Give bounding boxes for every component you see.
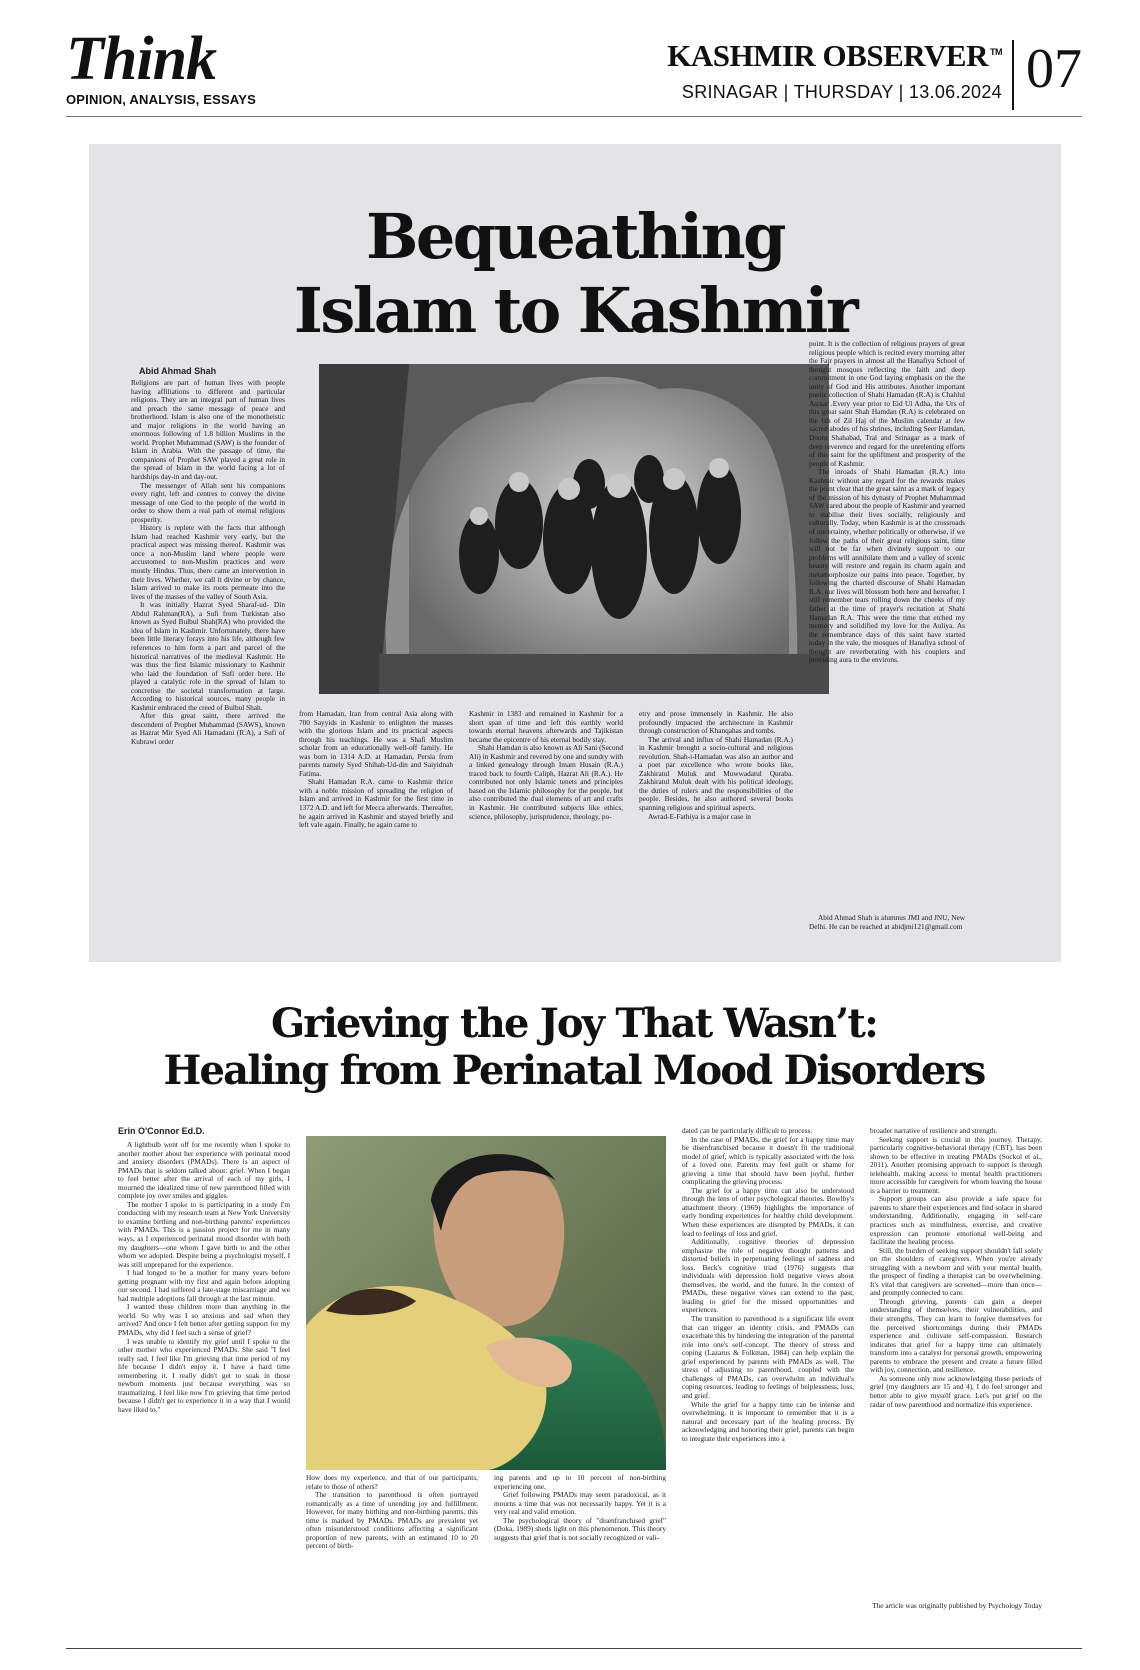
newspaper-name bbox=[667, 38, 1002, 74]
section-title: Think bbox=[66, 25, 217, 93]
article2-paragraph: ing parents and up to 10 percent of non-birthing experiencing one. bbox=[494, 1474, 666, 1491]
article1-bio-text: Abid Ahmad Shah is alumnus JMI and JNU, New Delhi. He can be reached at abidjmi121@gmail.com bbox=[809, 914, 965, 931]
article-bequeathing-islam bbox=[89, 144, 1061, 962]
article1-photo-graphic bbox=[319, 364, 829, 694]
article2-column-1 bbox=[118, 1141, 290, 1627]
article2-paragraph: The grief for a happy time can also be understood through the lens of other psychological theories. Bowlby's attachment theory (1969) highlights the importance of early bonding experiences for healthy child development. When these experiences are disrupted by PMADs, it can lead to feelings of loss and grief. bbox=[682, 1185, 854, 1238]
article2-paragraph: The transition to parenthood is a significant life event that can trigger an identity crisis, and PMADs can exacerbate this by hindering the integration of the parental role into one's self-concept. The theory of stress and coping (Lazarus & Folkman, 1984) can help explain the grief experienced by parents with PMADs as well. The stress of adjusting to parenthood, coupled with the challenges of PMADs, can overwhelm an individual's coping resources, leading to feelings of helplessness, loss, and grief. bbox=[682, 1314, 854, 1400]
article1-column-5 bbox=[809, 340, 965, 918]
article2-paragraph: broader narrative of resilience and strength. bbox=[870, 1127, 998, 1135]
article2-headline-line1: Grieving the Joy That Wasn’t: bbox=[270, 1000, 878, 1047]
article1-paragraph: It was initially Hazrat Syed Sharaf-ud- Din Abdul Rahman(RA), a Sufi from Turkistan also known as Syed Bulbul Shah(RA) who provided the idea of Islam in Kashmir. Unfortunately, there have been little literary forays into his life, although few references to him form a part and parcel of the historical narratives of the medieval Kashmir. He was thus the first Islamic missionary to Kashmir who laid the foundation of Sufi order here. He played a catalytic role in the spread of Islam to concretise the societal transformation at large. According to historical sources, many people in Kashmir embraced the creed of Bulbul Shah. bbox=[131, 600, 285, 712]
article2-paragraph: Grief following PMADs may seem paradoxical, as it mourns a time that was not necessarily happy. Yet it is a very real and valid emotion. bbox=[494, 1490, 666, 1517]
article2-photo-graphic bbox=[306, 1136, 666, 1470]
newspaper-name-text: KASHMIR OBSERVER bbox=[667, 38, 988, 73]
article2-paragraph: The mother I spoke to is participating in a study I'm conducting with my research team at New York University to examine birthing and non-birthing parents' experiences with PMADs. This is a passion project for me in many ways, as I experienced perinatal mood disorder with both my daughters—one whom I gave birth to and the other whom we adopted. Despite being a psychologist myself, I was still unprepared for the experience. bbox=[118, 1199, 290, 1269]
article2-paragraph: Support groups can also provide a safe space for parents to share their experiences and find solace in shared understanding. Additionally, engaging in self-care practices such as mindfulness, exercise, and creative expression can promote emotional well-being and facilitate the healing process. bbox=[870, 1194, 1042, 1247]
article1-paragraph: etry and prose immensely in Kashmir. He also profoundly impacted the architecture in Kashmir through construction of Khanqahas and tombs. bbox=[639, 710, 793, 736]
article1-headline-line1: Bequeathing bbox=[365, 200, 785, 273]
section-subtitle: OPINION, ANALYSIS, ESSAYS bbox=[66, 92, 256, 107]
article2-paragraph: Additionally, cognitive theories of depression emphasize the role of negative thought patterns and distorted beliefs in perpetuating feelings of sadness and loss. Beck's cognitive triad (1976) suggests that individuals with depression hold negative views about themselves, the world, and the future. In the context of PMADs, these negative views can extend to the past, leading to grief for the missed opportunities and experiences. bbox=[682, 1237, 854, 1315]
page-number: 07 bbox=[1026, 38, 1082, 100]
article2-paragraph: dated can be particularly difficult to process. bbox=[682, 1127, 813, 1135]
article1-byline: Abid Ahmad Shah bbox=[139, 366, 217, 376]
article2-credit bbox=[870, 1602, 1042, 1626]
article2-paragraph: The psychological theory of "disenfranchised grief" (Doka, 1989) sheds light on this phenomenon. This theory suggests that grief that is not socially recognized or vali- bbox=[494, 1515, 666, 1542]
article2-headline bbox=[66, 1000, 1082, 1094]
article2-column-5 bbox=[870, 1127, 1042, 1597]
article1-paragraph: History is replete with the facts that although Islam had reached Kashmir very early, but the practical aspect was missing thereof. Kashmir was once a non-Muslim land where people were accustomed to non-Muslim practices and were mostly Hindus. Thus, there came an intervention in their lives. Whether, we call it divine or by chance, Islam arrived to make its roots permeate into the lives of the masses of the valley of South Asia. bbox=[131, 523, 285, 601]
article2-paragraph: I was unable to identify my grief until I spoke to the other mother who experienced PMADs. She said "I feel really sad. I feel like I'm grieving that time period of my life because I didn't enjoy it. I have a hard time remembering it. I really didn't get to soak in those newborn moments just because everything was so traumatizing. I feel like now I'm grieving that time period because I didn't get to experience it in a way that I would have liked to." bbox=[118, 1336, 290, 1414]
article2-paragraph: While the grief for a happy time can be intense and overwhelming, it is important to remember that it is a natural and necessary part of the healing process. By acknowledging and honoring their grief, parents can begin to integrate their experiences into a bbox=[682, 1399, 854, 1443]
article2-column-2 bbox=[306, 1474, 478, 1624]
article1-paragraph: The inroads of Shahi Hamadan (R.A.) into Kashmir without any regard for the rewards makes the point clear that the great saint as a mark of legacy of the mission of his dynasty of Prophet Muhammad SAW cared about the people of Kashmir and yearned to stabilise their lives socially, religiously and culturally. Today, when Kashmir is at the crossroads of uncertainty, whether politically or otherwise, if we follow the paths of their great religious saint, time will not be far when divinely support to our problems will annihilate them and a valley of scenic beauty will restore and regain its charm again and metamorphosize our pains into peace. Together, by following the charted discourse of Shahi Hamadan R.A. our lives will blossom both here and hereafter. I still remember tears rolling down the cheeks of my father at the time of prayer's recitation at Shahi Hamadan R.A. This were the time that etched my memory and solidified my love for the Auliya. As the remembrance days of this saint have started today in the vale, the mosques of Hanafiya school of thought are reverberating with his couplets and providing aura to the environs. bbox=[809, 467, 965, 665]
article1-column-2 bbox=[299, 710, 453, 862]
article2-paragraph: Seeking support is crucial in this journey. Therapy, particularly cognitive-behavioral therapy (CBT), has been shown to be effective in treating PMADs (Sockol et al., 2011). Another promising approach to support is through telehealth, making access to mental health practitioners more accessible for caregivers for whom leaving the house is a barrier to treatment. bbox=[870, 1134, 1042, 1195]
article2-paragraph: In the case of PMADs, the grief for a happy time may be disenfranchised because it doesn't fit the traditional model of grief, which is typically associated with the loss of a loved one. Parents may feel guilt or shame for grieving a time that should have been joyful, further complicating the grieving process. bbox=[682, 1134, 854, 1187]
article1-paragraph: Awrad-E-Fathiya is a major case in bbox=[648, 811, 751, 821]
article1-paragraph: Religions are part of human lives with people having affiliations to different and particular religions. They are an integral part of human lives and preach the same message of peace and brotherhood. Islam is also one of the monotheistic and major religions in the world having an enormous following of 1.8 billion Muslims in the world. Prophet Muhammad (SAW) is the founder of Islam in Arabia. With the passage of time, the companions of Prophet SAW played a great role in the spread of Islam in the world facing a lot of hardships day-in and day-out. bbox=[131, 379, 285, 482]
article1-column-3 bbox=[469, 710, 623, 862]
article2-paragraph: I wanted these children more than anything in the world. So why was I so anxious and sad when they arrived? And once I felt better after getting support for my PMADs, why did I feel such a sense of grief? bbox=[118, 1302, 290, 1338]
masthead bbox=[66, 24, 1082, 116]
article1-paragraph: from Hamadan, Iran from central Asia along with 700 Sayyids in Kashmir to enlighten the masses with the glorious Islam and its practical aspects through his teachings. He was a Shafi Muslim scholar from an educationally well-off family. He was born in 1314 A.D. at Hamadan, Persia from parents namely Syed Shihab-Ud-din and Saiyidnah Fatima. bbox=[299, 710, 453, 778]
article2-paragraph: Through grieving, parents can gain a deeper understanding of themselves, their vulnerabilities, and their strengths. They can learn to forgive themselves for the perceived shortcomings during their PMADs experience and cultivate self-compassion. Research indicates that grief for a happy time can ultimately transform into a catalyst for personal growth, empowering parents to embrace the present and create a future filled with joy, connection, and resilience. bbox=[870, 1296, 1042, 1375]
article2-credit-text: The article was originally published by Psychology Today bbox=[872, 1602, 1042, 1610]
article1-author-bio bbox=[809, 914, 965, 954]
article1-paragraph: Shahi Hamdan is also known as Ali Sani (Second Ali) in Kashmir and revered by one and sundry with a linked genealogy through Imam Husain (R.A.) traced back to fourth Caliph, Hazrat Ali (R.A.). He contributed not only Islamic tenets and principles based on the Islamic philosophy for the people, but also contributed the dual elements of art and crafts in Kashmir. He contributed subjects like ethics, science, philosophy, jurisprudence, theology, po- bbox=[469, 743, 623, 821]
article2-column-4 bbox=[682, 1127, 854, 1624]
article1-paragraph: After this great saint, there arrived the descendent of Prophet Muhammad (SAWS), known as Hazrat Mir Syed Ali Hamadani (R.A), a Sufi of Kubrawi order bbox=[131, 711, 285, 746]
women-praying-through-carved-window-photo bbox=[319, 364, 829, 694]
article2-headline-line2: Healing from Perinatal Mood Disorders bbox=[163, 1047, 985, 1094]
article1-paragraph: point. It is the collection of religious prayers of great religious people which is recited every morning after the Fajr prayers in almost all the Hanafiya School of thought mosques reflecting the faith and deep commitment in one God laying emphasis on the the unity of God and His attributes. Another important poetic collection of Shahi Hamadan (R.A) is Chahlul Asraar .Every year prior to Eid Ul Adha, the Urs of this great saint Shah Hamdan (R.A) is celebrated on the 6th of Zil Haj of the Muslim calendar at few sacred abodes of his shrines, including Seer Hamdan, Dooru Shahabad, Tral and Srinagar as a mark of deep reverence and regard for the unrelenting efforts of this saint for the upliftment and prosperity of the people of Kashmir. bbox=[809, 340, 965, 468]
article2-byline: Erin O'Connor Ed.D. bbox=[118, 1126, 205, 1136]
article2-paragraph: I had longed to be a mother for many years before getting pregnant with my first and again before adopting our second. I had suffered a late-stage miscarriage and we had multiple adoptions fall through at the last minute. bbox=[118, 1268, 290, 1303]
article1-paragraph: The messenger of Allah sent his companions every right, left and centres to convey the divine message of one God to the people of the world in order to show them a real path of eternal religious prosperity. bbox=[131, 480, 285, 524]
article1-headline-line2: Islam to Kashmir bbox=[293, 274, 857, 347]
trademark-mark: TM bbox=[990, 46, 1002, 57]
article1-column-1 bbox=[131, 379, 285, 959]
article2-paragraph: As someone only now acknowledging these periods of grief (my daughters are 15 and 4), I do feel stronger and better able to give myself grace. Let's put grief on the radar of new parenthood and normalize this experience. bbox=[870, 1373, 1042, 1409]
article2-column-3 bbox=[494, 1474, 666, 1624]
father-holding-child-photo bbox=[306, 1136, 666, 1470]
article2-paragraph: A lightbulb went off for me recently when I spoke to another mother about her experience with perinatal mood and anxiety disorders (PMADs). There is an aspect of PMADs that is seldom talked about: grief. When I began to feel better after the arrival of each of my girls, I mourned the idealized time of new parenthood filled with complete joy over smiles and giggles. bbox=[118, 1141, 290, 1201]
article2-paragraph: Still, the burden of seeking support shouldn't fall solely on the shoulders of caregivers. When you're already struggling with a newborn and with your mental health, the prospect of finding a therapist can be overwhelming. It's vital that caregivers are screened—more than once—and promptly connected to care. bbox=[870, 1245, 1042, 1298]
article1-column-4 bbox=[639, 710, 793, 862]
page-bottom-rule bbox=[66, 1648, 1082, 1649]
article2-paragraph: The transition to parenthood is often portrayed romantically as a time of unending joy and fulfillment. However, for many birthing and non-birthing parents, this time is marked by PMADs. PMADs are prevalent yet often misunderstood conditions affecting a significant proportion of new parents, with an estimated 10 to 20 percent of birth- bbox=[306, 1490, 478, 1551]
masthead-divider bbox=[1012, 40, 1014, 110]
article1-paragraph: Kashmir in 1383 and remained in Kashmir for a short span of time and left this earthly world towards eternal heavens afterwards and Tajikistan became the epicentre of his eternal bodily stay. bbox=[469, 710, 623, 744]
article1-paragraph: The arrival and influx of Shahi Hamadan (R.A.) in Kashmir brought a socio-cultural and religious revolution. Shah-i-Hamadan was also an author and a poet par excellence who wrote books like, Zakhiratul Muluk and Muwwadatul Qurabа. Zakhiratul Muluk dealt with his political ideology, the duties of rulers and the responsibilities of the people. Besides, he also authored several books spanning religious and spiritual aspects. bbox=[639, 734, 793, 813]
masthead-rule bbox=[66, 116, 1082, 117]
dateline: SRINAGAR | THURSDAY | 13.06.2024 bbox=[681, 82, 1002, 102]
article1-paragraph: Shahi Hamadan R.A. came to Kashmir thrice with a noble mission of spreading the religion of Islam and arrived in Kashmir for the first time in 1372 A.D. and left for Mecca afterwards. Thereafter, he again arrived in Kashmir and stayed briefly and left vale again. Finally, he again came to bbox=[299, 777, 453, 830]
article1-headline bbox=[89, 200, 1061, 348]
article2-paragraph: How does my experience, and that of our participants, relate to those of others? bbox=[306, 1474, 478, 1491]
